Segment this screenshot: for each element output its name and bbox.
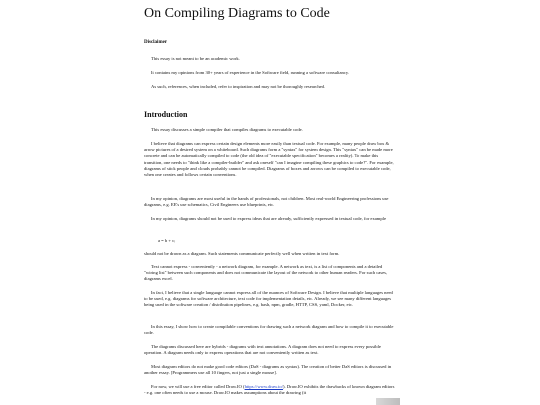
intro-paragraph-9: The diagrams discussed here are hybrids - diagrams with text annotations. A diagram does not need to express every possible operation. A diagram needs only to express operations that are not conveniently written as text. (144, 344, 381, 356)
code-example: a = b + c; (158, 238, 176, 243)
diagram-thumbnail (376, 398, 400, 405)
drawio-intro-text: For now, we will use a free editor called Draw.IO (151, 384, 242, 389)
disclaimer-line-3: As such, references, when included, refer to inspiration and may not be thoroughly researched. (151, 84, 326, 89)
intro-paragraph-7: In fact, I believe that a single language cannot express all of the nuances of Software Design. I believe that multiple languages need to be used, e.g. diagrams for software architecture, text code for implementation details, etc. Already, we see many different languages being used in the software creation / distribution pipelines, e.g. bash, npm, gradle, HTTP, CSS, yaml, Docker, etc. (144, 290, 393, 308)
drawio-link[interactable]: https://www.draw.io/ (244, 384, 284, 389)
drawio-outro-text: ). Draw.IO exhibits the drawbacks of known diagram editors - e.g. one often needs to use a mouse. Draw.IO makes assumptions about the drawing (it (144, 384, 395, 396)
page-title: On Compiling Diagrams to Code (144, 6, 330, 21)
intro-paragraph-5: should not be drawn as a diagram. Such statements communicate perfectly well when written in text form. (144, 251, 340, 256)
intro-paragraph-4: In my opinion, diagrams should not be used to express ideas that are already, sufficiently expressed in textual code, for example (151, 216, 386, 221)
intro-paragraph-2: I believe that diagrams can express certain design elements more easily than textual code. For example, many people draw box & arrow pictures of a desired system on a whiteboard. Such diagrams form a "syntax" for system design. This "syntax" can be made more concrete and can be automatically compiled to code (the old idea of "executable specification" becomes a reality). To make this transition, one needs to "think like a compiler-builder" and ask oneself "can I imagine compiling these graphics to code?". For example, diagrams of stick people and clouds probably cannot be compiled. Diagrams of boxes and arrows can be compiled to executable code, when one creates and follows certain conventions. (144, 141, 394, 178)
disclaimer-heading: Disclaimer (144, 40, 168, 45)
intro-paragraph-11: For now, we will use a free editor called Draw.IO (https://www.draw.io/). Draw.IO exhibits the drawbacks of known diagram editors - e.g. one often needs to use a mouse. Draw.IO makes assumptions about the drawing (it (144, 384, 395, 396)
disclaimer-line-2: It contains my opinions from 30+ years of experience in the Software field, running a software consultancy. (151, 70, 349, 75)
intro-paragraph-3: In my opinion, diagrams are most useful in the hands of professionals, not children. Most real-world Engineering professions use diagrams, e.g. EE's use schematics, Civil Engineers use blueprints, etc. (144, 196, 389, 208)
intro-paragraph-8: In this essay, I show how to create compilable conventions for drawing such a network diagram and how to compile it to executable code. (144, 324, 394, 336)
intro-paragraph-10: Most diagram editors do not make good code editors (DaS - diagrams as syntax). The creation of better DaS editors is discussed in another essay. [Programmers use all 10 fingers, not just a single mouse]. (144, 364, 392, 376)
disclaimer-line-1: This essay is not meant to be an academic work. (151, 56, 240, 61)
intro-paragraph-6: Text cannot express - conveniently - a network diagram, for example. A network as text, is a list of components and a detailed "wiring list" between such components and does not communicate the layout of the network to other human readers. For such cases, diagrams excel. (144, 264, 388, 282)
section-heading-introduction: Introduction (144, 110, 188, 119)
intro-paragraph-1: This essay discusses a simple compiler that compiles diagrams to executable code. (151, 127, 303, 132)
